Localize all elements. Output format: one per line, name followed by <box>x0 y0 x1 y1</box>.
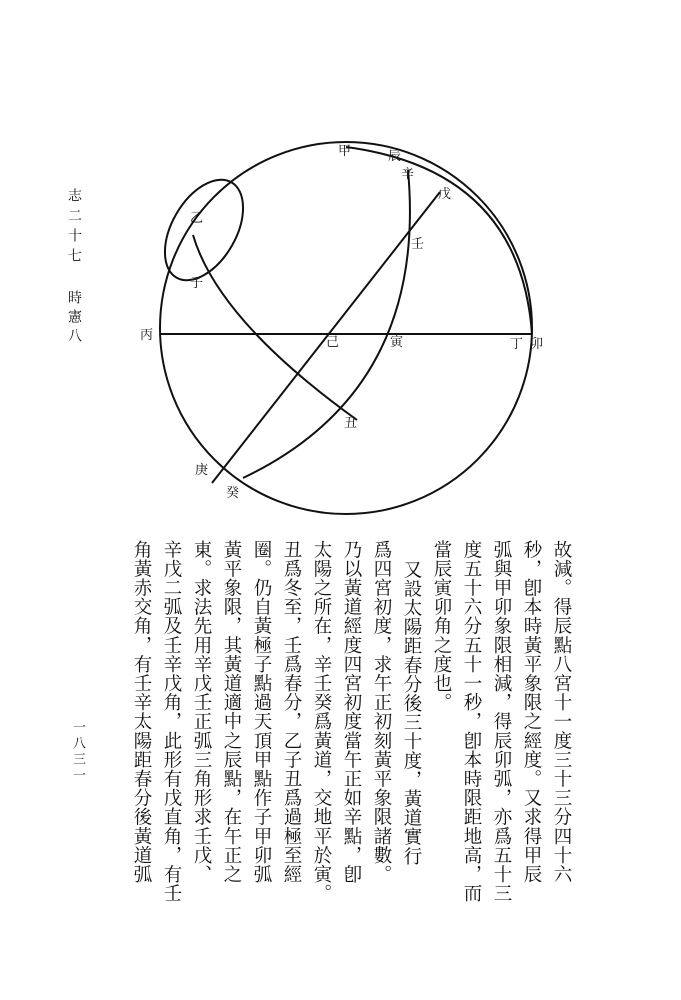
arc-yi-chou <box>193 235 357 420</box>
text-column: 秒，卽本時黃平象限之經度。又求得甲辰 <box>521 540 542 884</box>
label-yin: 寅 <box>390 335 404 350</box>
label-geng: 庚 <box>195 463 209 478</box>
text-column: 太陽之所在，辛壬癸爲黃道，交地平於寅。 <box>311 540 332 903</box>
margin-title: 志二十七 <box>66 188 82 268</box>
text-column: 東。求法先用辛戊壬正弧三角形求壬戊、 <box>191 540 212 884</box>
text-column: 當辰寅卯角之度也。 <box>431 540 452 712</box>
label-mao: 卯 <box>530 337 544 352</box>
label-jia: 甲 <box>338 144 352 159</box>
text-column: 丑爲冬至，壬爲春分，乙子丑爲過極至經 <box>281 540 302 884</box>
text-column: 又設太陽距春分後三十度，黃道實行 <box>401 560 422 866</box>
label-gui: 癸 <box>226 486 240 501</box>
page-number: 一八三一 <box>70 720 85 784</box>
label-ding: 丁 <box>510 337 524 352</box>
outer-arc <box>346 147 532 334</box>
text-column: 辛戊二弧及壬辛戊角，此形有戊直角，有壬 <box>161 540 182 903</box>
text-column: 弧與甲卯象限相減，得辰卯弧，亦爲五十三 <box>491 540 512 903</box>
margin-section: 時憲八 <box>66 290 82 347</box>
main-circle <box>160 142 532 514</box>
pole-ellipse <box>149 166 259 293</box>
label-bing: 丙 <box>140 328 154 343</box>
text-column: 故減。得辰點八宮十一度三十三分四十六 <box>551 540 572 884</box>
text-column: 黃平象限，其黃道適中之辰點，在午正之 <box>221 540 242 884</box>
label-ji: 己 <box>326 335 340 350</box>
arc-xin-gui <box>243 170 410 478</box>
text-column: 爲四宮初度，求午正初刻黃平象限諸數。 <box>371 540 392 884</box>
text-column: 乃以黃道經度四宮初度當午正如辛點，卽 <box>341 540 362 884</box>
label-ren: 壬 <box>411 237 425 252</box>
label-chen: 辰 <box>388 149 402 164</box>
text-column: 度五十六分五十一秒，卽本時限距地高，而 <box>461 540 482 903</box>
label-chou: 丑 <box>344 416 358 431</box>
label-wu: 戊 <box>438 187 452 202</box>
label-zi: 子 <box>190 276 204 291</box>
label-yi: 乙 <box>190 211 204 226</box>
text-column: 圈。仍自黃極子點過天頂甲點作子甲卯弧 <box>251 540 272 884</box>
label-xin: 辛 <box>401 167 415 182</box>
text-column: 角黃赤交角，有壬辛太陽距春分後黃道弧 <box>131 540 152 884</box>
